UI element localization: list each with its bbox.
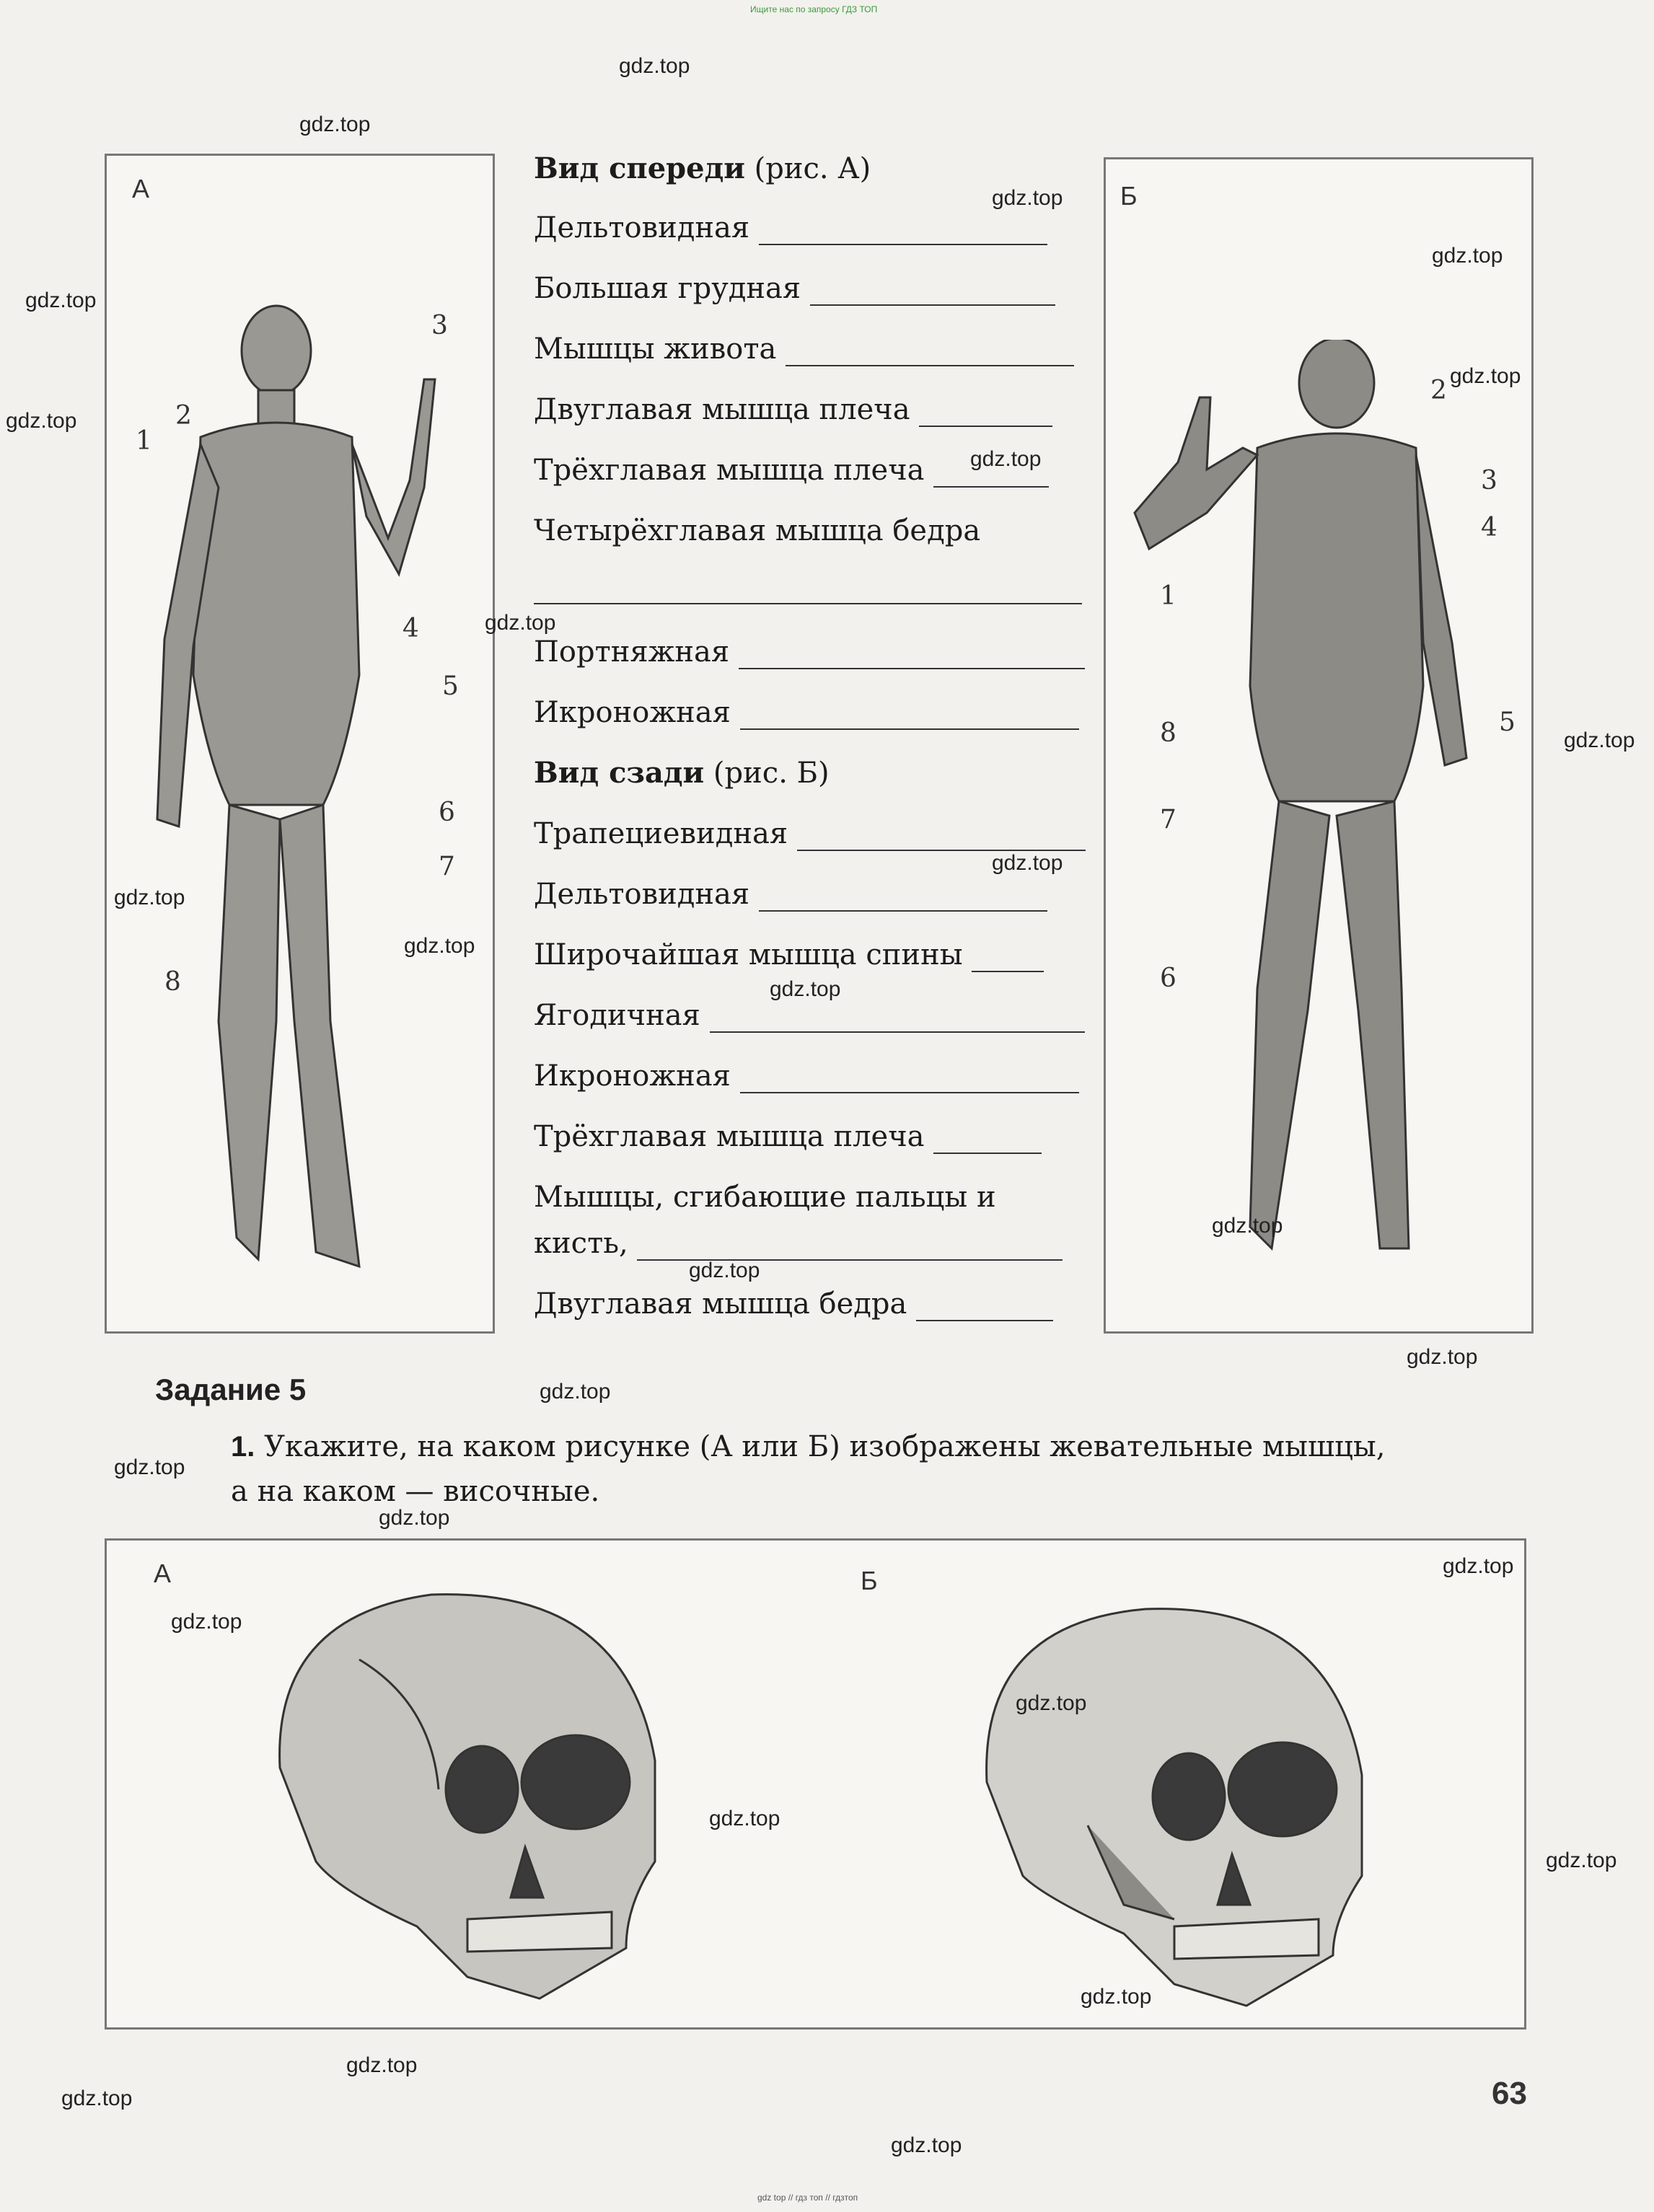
front-label-4: 4 <box>402 614 419 643</box>
back-item-deltoid: Дельтовидная <box>534 877 1047 912</box>
skull-b-letter: Б <box>861 1566 878 1595</box>
page-number: 63 <box>1492 2076 1527 2111</box>
answer-blank[interactable] <box>710 1010 1085 1033</box>
front-label-8: 8 <box>164 967 181 997</box>
skull-a-illustration <box>251 1573 669 2006</box>
watermark: gdz.top <box>114 886 185 909</box>
front-label-5: 5 <box>442 671 459 701</box>
answer-blank[interactable] <box>637 1238 1063 1261</box>
watermark: gdz.top <box>540 1380 611 1404</box>
watermark: gdz.top <box>61 2087 133 2110</box>
skulls-frame <box>105 1538 1526 2030</box>
front-item-sartorius: Портняжная <box>534 635 1085 669</box>
watermark: gdz.top <box>1212 1214 1283 1238</box>
front-item-gastrocnemius: Икроножная <box>534 695 1079 730</box>
back-item-latissimus: Широчайшая мышца спины <box>534 938 1044 972</box>
answer-blank[interactable] <box>933 1131 1042 1154</box>
back-label-3: 3 <box>1481 466 1497 495</box>
front-label-7: 7 <box>439 852 455 881</box>
front-item-triceps: Трёхглавая мышца плеча <box>534 453 1049 488</box>
watermark: gdz.top <box>992 851 1063 875</box>
watermark: gdz.top <box>1443 1554 1514 1578</box>
back-label-7: 7 <box>1160 805 1176 834</box>
back-label-4: 4 <box>1481 513 1497 542</box>
front-label-1: 1 <box>136 426 152 456</box>
watermark: gdz.top <box>1407 1345 1478 1369</box>
front-body-illustration <box>150 300 453 1324</box>
watermark: gdz.top <box>485 611 556 635</box>
answer-blank[interactable] <box>759 889 1047 912</box>
figure-b-frame <box>1104 157 1534 1334</box>
answer-blank[interactable] <box>740 1070 1079 1093</box>
figure-b-letter: Б <box>1120 181 1138 211</box>
answer-blank[interactable] <box>759 222 1047 245</box>
back-item-biceps-femoris: Двуглавая мышца бедра <box>534 1287 1053 1321</box>
answer-blank[interactable] <box>919 404 1052 427</box>
back-item-flexors: Мышцы, сгибающие пальцы и <box>534 1181 996 1214</box>
watermark: gdz.top <box>709 1807 780 1830</box>
answer-blank[interactable] <box>797 828 1086 851</box>
watermark: gdz.top <box>25 288 97 312</box>
front-item-pectoralis: Большая грудная <box>534 271 1055 306</box>
watermark: gdz.top <box>891 2133 962 2157</box>
watermark: gdz.top <box>1564 728 1635 752</box>
answer-blank[interactable] <box>786 343 1074 366</box>
front-item-abdominals: Мышцы живота <box>534 332 1074 366</box>
front-heading: Вид спереди (рис. А) <box>534 151 871 185</box>
watermark: gdz.top <box>6 409 77 433</box>
watermark: gdz.top <box>346 2053 418 2077</box>
watermark: gdz.top <box>1016 1691 1087 1715</box>
watermark: gdz.top <box>992 186 1063 210</box>
watermark: gdz.top <box>1450 364 1521 388</box>
back-label-1: 1 <box>1160 581 1176 611</box>
back-label-2: 2 <box>1430 376 1447 405</box>
task-question: 1. Укажите, на каком рисунке (А или Б) изображены жевательные мышцы, а на каком — височные. <box>231 1430 1386 1508</box>
answer-blank[interactable] <box>972 949 1044 972</box>
answer-blank[interactable] <box>739 646 1085 669</box>
watermark: gdz.top <box>970 447 1042 471</box>
front-label-3: 3 <box>431 311 448 340</box>
watermark: gdz.top <box>171 1610 242 1634</box>
front-item-quadriceps-line <box>534 570 1082 604</box>
back-item-gluteus: Ягодичная <box>534 998 1085 1033</box>
back-item-flexors-cont: кисть, <box>534 1226 1063 1261</box>
task-title: Задание 5 <box>155 1372 307 1406</box>
skull-b-illustration <box>958 1587 1376 2013</box>
front-label-2: 2 <box>175 401 192 431</box>
watermark: gdz.top <box>770 977 841 1001</box>
skull-a-letter: А <box>154 1559 172 1588</box>
back-heading: Вид сзади (рис. Б) <box>534 756 830 790</box>
watermark: gdz.top <box>619 54 690 78</box>
figure-a-letter: А <box>132 174 150 203</box>
back-label-8: 8 <box>1160 718 1176 748</box>
front-label-6: 6 <box>439 798 455 827</box>
watermark: gdz.top <box>1546 1849 1617 1872</box>
back-label-6: 6 <box>1160 964 1176 993</box>
front-item-quadriceps: Четырёхглавая мышца бедра <box>534 514 981 547</box>
watermark: gdz.top <box>404 934 475 958</box>
back-label-5: 5 <box>1499 708 1516 737</box>
front-item-biceps: Двуглавая мышца плеча <box>534 392 1052 427</box>
back-item-triceps: Трёхглавая мышца плеча <box>534 1119 1042 1154</box>
header-note: Ищите нас по запросу ГДЗ ТОП <box>750 4 878 14</box>
watermark: gdz.top <box>379 1506 450 1530</box>
front-item-deltoid: Дельтовидная <box>534 211 1047 245</box>
back-body-illustration <box>1120 340 1503 1313</box>
answer-blank[interactable] <box>534 581 1082 604</box>
answer-blank[interactable] <box>916 1298 1053 1321</box>
back-item-trapezius: Трапециевидная <box>534 816 1086 851</box>
figure-a-frame <box>105 154 495 1334</box>
answer-blank[interactable] <box>740 707 1079 730</box>
footer-note: gdz top // гдз топ // гдзтоп <box>757 2193 858 2203</box>
answer-blank[interactable] <box>810 283 1055 306</box>
watermark: gdz.top <box>1432 244 1503 268</box>
back-item-gastrocnemius: Икроножная <box>534 1059 1079 1093</box>
watermark: gdz.top <box>299 113 371 136</box>
watermark: gdz.top <box>1081 1985 1152 2009</box>
watermark: gdz.top <box>114 1455 185 1479</box>
watermark: gdz.top <box>689 1259 760 1282</box>
